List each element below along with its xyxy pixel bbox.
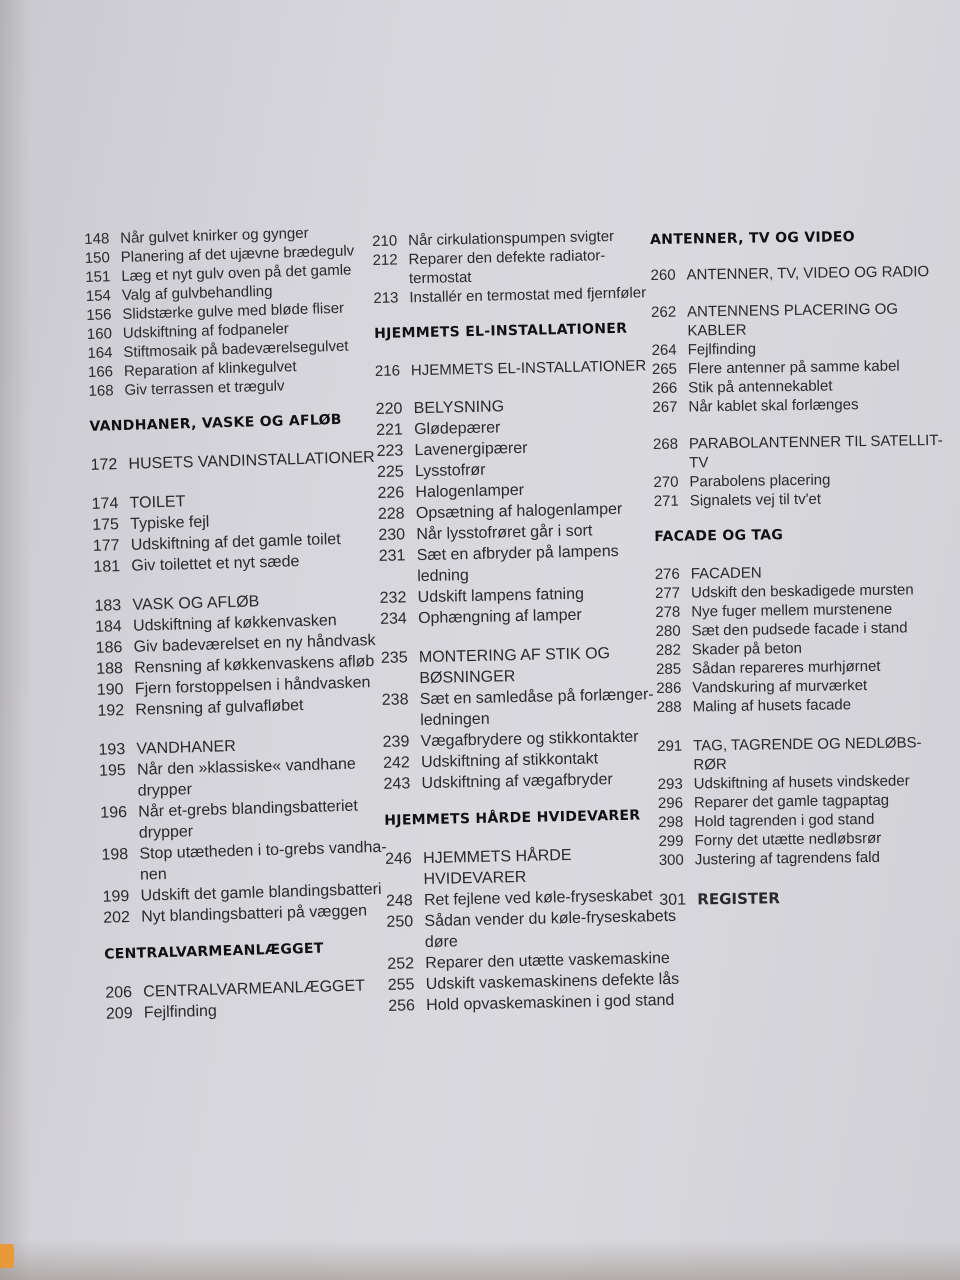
toc-entry-title: Når den »klassiske« vandhane drypper bbox=[136, 755, 357, 800]
toc-page-number: 177 bbox=[92, 537, 120, 555]
toc-group-register bbox=[659, 886, 949, 911]
toc-page-number: 243 bbox=[383, 775, 411, 793]
toc-page-number: 172 bbox=[90, 456, 118, 474]
toc-page-number: 298 bbox=[658, 813, 684, 831]
toc-page-number: 151 bbox=[85, 268, 111, 286]
toc-entry-title: Vandskuring af murværket bbox=[692, 677, 868, 697]
toc-entry bbox=[386, 906, 679, 954]
toc-entry-title: Giv toilettet et nyt sæde bbox=[131, 553, 300, 575]
toc-entry-title: Ophængning af lamper bbox=[417, 606, 582, 628]
toc-page-number: 223 bbox=[376, 442, 404, 460]
toc-entry-title: TAG, TAGRENDE OG NEDLØBS-RØR bbox=[693, 734, 922, 774]
toc-page-number: 293 bbox=[657, 775, 683, 793]
toc-page-number: 267 bbox=[652, 398, 678, 416]
toc-entry-title: Justering af tagrendens fald bbox=[694, 848, 880, 869]
toc-entry-title: Nyt blandingsbatteri på væggen bbox=[140, 902, 368, 926]
toc-entry-title: HJEMMETS HÅRDE HVIDEVARER bbox=[422, 846, 572, 889]
toc-entry-title: Udskift det gamle blandingsbatteri bbox=[140, 880, 382, 905]
toc-page-number: 213 bbox=[373, 289, 399, 307]
toc-page-number: 195 bbox=[98, 762, 127, 780]
toc-entry-title: Halogenlamper bbox=[415, 481, 525, 502]
toc-page-number: 166 bbox=[87, 363, 114, 381]
toc-group bbox=[94, 588, 387, 722]
toc-entry-title: Valg af gulvbehandling bbox=[121, 282, 273, 304]
toc-page-number: 268 bbox=[652, 435, 679, 453]
toc-entry-title: Stik på antennekablet bbox=[688, 377, 833, 397]
section-heading-vandhaner: VANDHANER, VASKE OG AFLØB bbox=[89, 411, 343, 435]
toc-entry-title: Udskift lampens fatning bbox=[417, 585, 585, 607]
toc-group bbox=[650, 262, 940, 285]
toc-page-number: 226 bbox=[377, 484, 405, 502]
toc-page-number: 232 bbox=[379, 589, 407, 607]
toc-page-number: 148 bbox=[84, 230, 110, 248]
toc-page-number: 196 bbox=[100, 804, 128, 822]
toc-entry-title: Installér en termostat med fjernføler bbox=[409, 284, 647, 307]
toc-page-number: 230 bbox=[378, 526, 406, 544]
toc-page-number: 299 bbox=[658, 832, 684, 850]
toc-page-number: 231 bbox=[378, 547, 406, 565]
toc-page-number: 270 bbox=[653, 473, 679, 491]
toc-entry-title: Når gulvet knirker og gynger bbox=[120, 224, 309, 247]
toc-entry-title: Sæt en samledåse på forlænger-ledningen bbox=[419, 686, 654, 730]
toc-entry-title: Maling af husets facade bbox=[692, 696, 852, 716]
toc-entry-title: Signalets vej til tv'et bbox=[689, 490, 822, 510]
toc-page-number: 181 bbox=[93, 558, 121, 576]
toc-page-number: 264 bbox=[651, 341, 677, 359]
toc-group bbox=[372, 226, 666, 308]
toc-page-number: 216 bbox=[374, 362, 401, 380]
toc-column-3 bbox=[650, 228, 949, 911]
toc-page-number: 212 bbox=[372, 251, 398, 269]
toc-page-number: 235 bbox=[380, 649, 408, 667]
toc-entry-title: Lavenergipærer bbox=[414, 439, 528, 460]
toc-entry-title: REGISTER bbox=[697, 889, 780, 909]
toc-column-2 bbox=[372, 226, 680, 1017]
toc-entry-title: Sådan vender du køle-fryseskabets døre bbox=[424, 907, 677, 952]
toc-page-number: 276 bbox=[654, 565, 680, 583]
toc-entry-title: Stiftmosaik på badeværelsegulvet bbox=[123, 337, 349, 361]
toc-entry bbox=[381, 642, 674, 690]
toc-entry-title: PARABOLANTENNER TIL SATELLIT-TV bbox=[688, 431, 943, 472]
toc-group bbox=[375, 393, 672, 630]
toc-page-number: 183 bbox=[94, 597, 122, 615]
toc-entry-title: Udskiftning af køkkenvasken bbox=[132, 612, 337, 635]
toc-page-number: 282 bbox=[655, 641, 681, 659]
toc-group bbox=[91, 486, 383, 578]
toc-entry-title: Reparer det gamle tagpaptag bbox=[693, 791, 890, 812]
page-bottom-shadow bbox=[0, 1240, 960, 1280]
toc-page-number: 202 bbox=[102, 908, 131, 927]
toc-entry-title: Ret fejlene ved køle-fryseskabet bbox=[423, 887, 653, 910]
toc-group bbox=[98, 732, 393, 929]
toc-entry-title: HJEMMETS EL-INSTALLATIONER bbox=[410, 357, 647, 380]
toc-page-number: 210 bbox=[372, 232, 398, 250]
toc-entry-title: Hold opvaskemaskinen i god stand bbox=[426, 991, 675, 1015]
toc-page-number: 174 bbox=[91, 495, 119, 513]
toc-entry-title: FACADEN bbox=[690, 564, 762, 583]
toc-page-number: 250 bbox=[386, 913, 414, 931]
toc-entry-title: Reparer den utætte vaskemaskine bbox=[425, 949, 671, 973]
toc-group bbox=[381, 642, 676, 795]
toc-page-number: 277 bbox=[654, 584, 681, 602]
toc-entry-title: Når cirkulationspumpen svigter bbox=[408, 227, 615, 250]
toc-entry bbox=[659, 847, 949, 870]
toc-entry bbox=[385, 843, 678, 891]
toc-page-number: 190 bbox=[96, 681, 124, 699]
page-edge-shadow bbox=[0, 0, 30, 1280]
toc-entry-title: Udskiftning af det gamle toilet bbox=[130, 530, 341, 554]
toc-page-number: 288 bbox=[656, 698, 682, 716]
toc-entry-title: Skader på beton bbox=[691, 639, 803, 659]
toc-page-number: 188 bbox=[96, 660, 124, 678]
toc-entry-title: Forny det utætte nedløbsrør bbox=[694, 829, 882, 850]
toc-page-number: 164 bbox=[87, 344, 113, 362]
toc-page-number: 209 bbox=[105, 1004, 133, 1023]
toc-entry-title: Typiske fejl bbox=[129, 513, 210, 533]
toc-page-number: 186 bbox=[95, 639, 123, 657]
section-heading-centralvarme: CENTRALVARMEANLÆGGET bbox=[104, 940, 324, 963]
toc-entry-title: Rensning af gulvafløbet bbox=[135, 697, 304, 719]
toc-entry-title: Planering af det ujævne brædegulv bbox=[120, 242, 355, 266]
toc-entry bbox=[653, 431, 944, 473]
toc-entry-title: Fejlfinding bbox=[143, 1002, 218, 1022]
toc-page-number: 246 bbox=[384, 850, 413, 868]
toc-entry-title: Når et-grebs blandingsbatteriet drypper bbox=[138, 797, 359, 842]
toc-group bbox=[653, 431, 944, 511]
toc-page-number: 255 bbox=[387, 976, 415, 994]
toc-page-number: 300 bbox=[658, 851, 684, 869]
toc-entry-title: Sæt en afbryder på lampens ledning bbox=[416, 542, 619, 586]
toc-entry-title: Giv badeværelset en ny håndvask bbox=[133, 632, 376, 656]
section-heading-el-installationer: HJEMMETS EL-INSTALLATIONER bbox=[373, 320, 628, 342]
toc-entry-title: Udskiftning af stikkontakt bbox=[420, 750, 599, 772]
toc-page-number: 271 bbox=[653, 492, 679, 510]
toc-entry-title: Udskift vaskemaskinens defekte lås bbox=[425, 970, 680, 994]
toc-page-number: 154 bbox=[85, 287, 112, 305]
toc-page-number: 256 bbox=[388, 997, 416, 1015]
toc-page-number: 234 bbox=[379, 610, 407, 628]
toc-page-number: 265 bbox=[651, 360, 678, 378]
toc-entry-title: Flere antenner på samme kabel bbox=[687, 357, 900, 378]
toc-entry-title: Udskiftning af husets vindskeder bbox=[693, 772, 910, 793]
toc-page-number: 156 bbox=[86, 306, 112, 324]
toc-entry-title: Udskiftning af fodpaneler bbox=[122, 320, 290, 342]
toc-entry-title: MONTERING AF STIK OG BØSNINGER bbox=[418, 645, 611, 688]
toc-entry-title: Opsætning af halogenlamper bbox=[415, 500, 623, 523]
toc-page-number: 278 bbox=[655, 603, 681, 621]
toc-entry bbox=[657, 733, 948, 775]
toc-column-1 bbox=[84, 222, 396, 1025]
toc-page-number: 286 bbox=[656, 679, 682, 697]
toc-entry-title: Reparer den defekte radiator-termostat bbox=[408, 247, 606, 288]
toc-page-number: 248 bbox=[385, 892, 413, 910]
toc-page-number: 184 bbox=[94, 618, 123, 636]
toc-entry-title: Hold tagrenden i god stand bbox=[694, 810, 875, 831]
section-heading-antenner: ANTENNER, TV OG VIDEO bbox=[650, 229, 856, 248]
toc-page-number: 291 bbox=[657, 737, 683, 755]
toc-entry-title: Giv terrassen et trægulv bbox=[124, 377, 285, 399]
toc-page-number: 168 bbox=[88, 382, 114, 400]
toc-group bbox=[105, 975, 396, 1025]
toc-entry-title: CENTRALVARMEANLÆGGET bbox=[143, 977, 366, 1001]
toc-entry-title: HUSETS VANDINSTALLATIONER bbox=[128, 448, 375, 473]
toc-page-number: 225 bbox=[376, 463, 404, 481]
toc-page-number: 238 bbox=[381, 691, 409, 709]
toc-entry bbox=[379, 540, 672, 588]
toc-entry bbox=[372, 245, 665, 289]
toc-entry-title: Når lysstofrøret går i sort bbox=[416, 522, 593, 544]
toc-entry bbox=[650, 262, 940, 285]
section-heading-facade: FACADE OG TAG bbox=[654, 527, 784, 545]
toc-entry-title: Udskiftning af vægafbryder bbox=[421, 771, 613, 793]
toc-entry-title: Glødepærer bbox=[413, 419, 501, 439]
toc-entry-title: VANDHANER bbox=[136, 737, 236, 758]
toc-page-number: 150 bbox=[84, 249, 111, 267]
toc-entry bbox=[382, 684, 675, 732]
toc-page-number: 228 bbox=[377, 505, 405, 523]
toc-entry-title: Stop utætheden i to-grebs vandha-nen bbox=[139, 838, 387, 884]
toc-entry-title: Når kablet skal forlænges bbox=[688, 396, 859, 416]
toc-page-number: 262 bbox=[651, 303, 677, 321]
toc-page-number: 220 bbox=[375, 400, 403, 418]
toc-page-number: 221 bbox=[375, 421, 404, 439]
toc-entry-title: Parabolens placering bbox=[689, 471, 831, 491]
toc-entry-title: BELYSNING bbox=[413, 398, 505, 418]
toc-page-number: 301 bbox=[659, 891, 687, 909]
toc-entry-title: Vægafbrydere og stikkontakter bbox=[420, 728, 639, 751]
toc-entry bbox=[652, 394, 942, 417]
toc-entry-title: ANTENNER, TV, VIDEO OG RADIO bbox=[686, 263, 930, 284]
toc-page-number: 280 bbox=[655, 622, 681, 640]
toc-page-number: 193 bbox=[98, 741, 126, 759]
toc-entry bbox=[651, 299, 942, 341]
toc-group bbox=[657, 733, 949, 870]
toc-group bbox=[385, 843, 680, 1017]
toc-page-number: 160 bbox=[86, 325, 113, 343]
toc-entry-title: ANTENNENS PLACERING OG KABLER bbox=[687, 300, 899, 340]
toc-entry-title: Rensning af køkkenvaskens afløb bbox=[134, 653, 375, 677]
section-heading-hvidevarer: HJEMMETS HÅRDE HVIDEVARER bbox=[384, 807, 641, 829]
toc-page-number: 192 bbox=[97, 702, 125, 720]
toc-entry-title: TOILET bbox=[129, 493, 186, 512]
toc-page-number: 242 bbox=[382, 754, 411, 772]
toc-entry-title: Sæt den pudsede facade i stand bbox=[691, 619, 908, 640]
toc-entry-title: Fejlfinding bbox=[687, 340, 757, 359]
toc-entry-title: Læg et nyt gulv oven på det gamle bbox=[121, 261, 352, 285]
toc-page-number: 296 bbox=[657, 794, 684, 812]
toc-page-number: 206 bbox=[105, 983, 133, 1002]
toc-page-number: 266 bbox=[652, 379, 678, 397]
page-marker-tab bbox=[0, 1244, 14, 1268]
toc-entry bbox=[657, 694, 947, 717]
toc-page-number: 198 bbox=[101, 846, 129, 864]
toc-page-number: 260 bbox=[650, 266, 676, 284]
toc-group bbox=[84, 222, 379, 401]
toc-entry bbox=[659, 886, 949, 911]
toc-page-number: 252 bbox=[387, 955, 415, 973]
toc-entry-title: Reparation af klinkegulvet bbox=[123, 358, 297, 380]
toc-group bbox=[655, 561, 947, 717]
toc-entry-title: Udskift den beskadigede mursten bbox=[690, 581, 914, 602]
toc-entry bbox=[654, 488, 944, 511]
toc-entry-title: Fjern forstoppelsen i håndvasken bbox=[134, 674, 371, 698]
toc-page-number: 239 bbox=[382, 733, 410, 751]
toc-entry-title: Sådan repareres murhjørnet bbox=[691, 657, 881, 678]
toc-page-number: 285 bbox=[655, 660, 682, 678]
toc-page-number: 199 bbox=[102, 887, 130, 906]
toc-entry-title: Nye fuger mellem murstenene bbox=[691, 600, 893, 621]
toc-entry-title: Lysstofrør bbox=[414, 461, 486, 481]
toc-entry-title: Slidstærke gulve med bløde fliser bbox=[122, 299, 345, 323]
toc-page-number: 175 bbox=[92, 516, 120, 534]
toc-group bbox=[651, 299, 943, 417]
toc-entry-title: VASK OG AFLØB bbox=[132, 593, 260, 614]
